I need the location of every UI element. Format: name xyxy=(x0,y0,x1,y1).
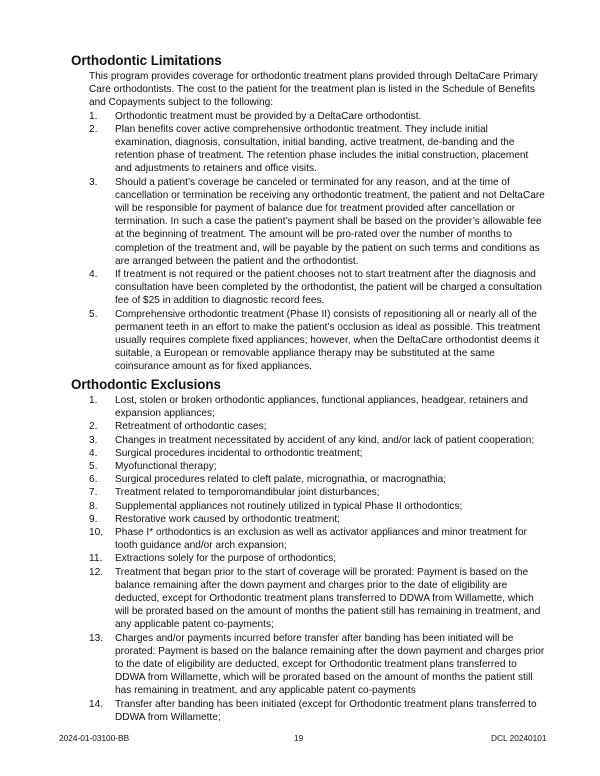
list-item-text: Phase I* orthodontics is an exclusion as well as activator appliances and minor treatment for tooth guidance and/or arch expansion; xyxy=(115,527,527,552)
list-item-number: 8. xyxy=(89,500,98,512)
list-item-number: 11. xyxy=(89,553,103,565)
list-item-text: Restorative work caused by orthodontic treatment; xyxy=(115,513,340,525)
exclusions-item xyxy=(0,566,547,632)
list-item-text: Should a patient’s coverage be canceled or terminated for any reason, and at the time of cancellation or termination be receiving any orthodontic treatment, the patient and not DeltaCare will be responsible for payment of balance due for treatment provided after cancellation or termination. In such a case the patient’s payment shall be based on the provider’s allowable fee at the beginning of treatment. The amount will be pro-rated over the number of months to completion of the treatment and, will be payable by the patient on such terms and conditions as are arranged between the patient and the orthodontist. xyxy=(115,176,545,267)
list-item-number: 3. xyxy=(89,176,98,188)
list-item-number: 4. xyxy=(89,447,98,459)
exclusions-item xyxy=(0,473,547,486)
list-item-text: Orthodontic treatment must be provided by a DeltaCare orthodontist. xyxy=(115,110,422,122)
limitations-list xyxy=(0,110,547,374)
list-item-number: 3. xyxy=(89,434,98,446)
exclusions-item xyxy=(0,500,547,513)
limitations-item xyxy=(0,268,547,308)
list-item-number: 1. xyxy=(89,110,98,122)
list-item-number: 2. xyxy=(89,421,98,433)
exclusions-item xyxy=(0,434,547,447)
list-item-text: Extractions solely for the purpose of orthodontics; xyxy=(115,553,337,565)
list-item-number: 6. xyxy=(89,474,98,486)
list-item-number: 2. xyxy=(89,123,98,135)
list-item-number: 10. xyxy=(89,527,104,539)
exclusions-item xyxy=(0,460,547,473)
list-item-text: Surgical procedures incidental to orthodontic treatment; xyxy=(115,447,363,459)
exclusions-item xyxy=(0,632,547,698)
list-item-text: Supplemental appliances not routinely utilized in typical Phase II orthodontics; xyxy=(115,500,463,512)
list-item-text: Plan benefits cover active comprehensive orthodontic treatment. They include initial examination, diagnosis, consultation, initial banding, active treatment, de-banding and the retention phase of treatment. The retention phase includes the initial construction, placement and adjustments to retainers and office visits. xyxy=(115,123,529,175)
limitations-item xyxy=(0,123,547,176)
list-item-text: Surgical procedures related to cleft palate, micrognathia, or macrognathia; xyxy=(115,474,447,486)
exclusions-item xyxy=(0,394,547,420)
list-item-number: 5. xyxy=(89,461,98,473)
list-item-text: Charges and/or payments incurred before transfer after banding has been initiated will be prorated: Payment is based on the balance remaining after the down payment and charges prior to the date of eligibility are deducted, except for Orthodontic treatment plans transferred to DDWA from Willamette, which will be prorated based on the amount of months the patient still has remaining in treatment, and any applicable patent co-payments xyxy=(115,632,545,697)
list-item-number: 7. xyxy=(89,487,98,499)
list-item-text: Treatment related to temporomandibular joint disturbances; xyxy=(115,487,380,499)
exclusions-item xyxy=(0,513,547,526)
list-item-text: If treatment is not required or the patient chooses not to start treatment after the diagnosis and consultation have been completed by the orthodontist, the patient will be charged a consultation fee of $25 in addition to diagnostic record fees. xyxy=(115,268,543,307)
list-item-number: 12. xyxy=(89,566,104,578)
list-item-text: Retreatment of orthodontic cases; xyxy=(115,421,267,433)
limitations-item xyxy=(0,110,547,123)
exclusions-heading: Orthodontic Exclusions xyxy=(71,377,221,392)
list-item-text: Transfer after banding has been initiated (except for Orthodontic treatment plans transferred to DDWA from Willamette; xyxy=(115,698,537,723)
list-item-text: Lost, stolen or broken orthodontic appliances, functional appliances, headgear, retainers and expansion appliances; xyxy=(115,395,528,420)
list-item-number: 5. xyxy=(89,308,98,320)
limitations-intro: This program provides coverage for orthodontic treatment plans provided through DeltaCare Primary Care orthodontists. The cost to the patient for the treatment plan is listed in the Schedule of Benefits and Copayments subject to the following: xyxy=(89,71,538,109)
footer-version-code: DCL 20240101 xyxy=(491,733,547,743)
limitations-heading: Orthodontic Limitations xyxy=(71,53,222,68)
list-item-number: 1. xyxy=(89,395,98,406)
limitations-item xyxy=(0,308,547,374)
list-item-text: Myofunctional therapy; xyxy=(115,461,217,473)
list-item-text: Changes in treatment necessitated by accident of any kind, and/or lack of patient cooperation; xyxy=(115,434,535,446)
exclusions-list xyxy=(0,394,547,724)
limitations-item xyxy=(0,176,547,268)
exclusions-item xyxy=(0,526,547,552)
list-item-text: Comprehensive orthodontic treatment (Phase II) consists of repositioning all or nearly all of the permanent teeth in an effort to make the patient’s occlusion as ideal as possible. This treatment usually requires complete fixed appliances; however, when the DeltaCare orthodontist deems it suitable, a European or removable appliance therapy may be substituted at the same coinsurance amount as for fixed appliances. xyxy=(115,308,541,373)
list-item-number: 4. xyxy=(89,268,98,280)
footer-document-code: 2024-01-03100-BB xyxy=(59,733,130,743)
footer-page-number: 19 xyxy=(294,733,304,743)
list-item-number: 13. xyxy=(89,632,104,644)
exclusions-item xyxy=(0,552,547,565)
list-item-number: 14. xyxy=(89,698,104,710)
exclusions-item xyxy=(0,420,547,433)
exclusions-item xyxy=(0,447,547,460)
exclusions-item xyxy=(0,698,547,724)
exclusions-item xyxy=(0,486,547,499)
list-item-text: Treatment that began prior to the start of coverage will be prorated: Payment is based on the balance remaining after the down payment and charges prior to the date of eligibility are deducted, except for Orthodontic treatment plans transferred to DDWA from Willamette, which will be prorated based on the amount of months the patient still has remaining in treatment, and any applicable patent co-payments; xyxy=(115,566,541,631)
list-item-number: 9. xyxy=(89,513,98,525)
